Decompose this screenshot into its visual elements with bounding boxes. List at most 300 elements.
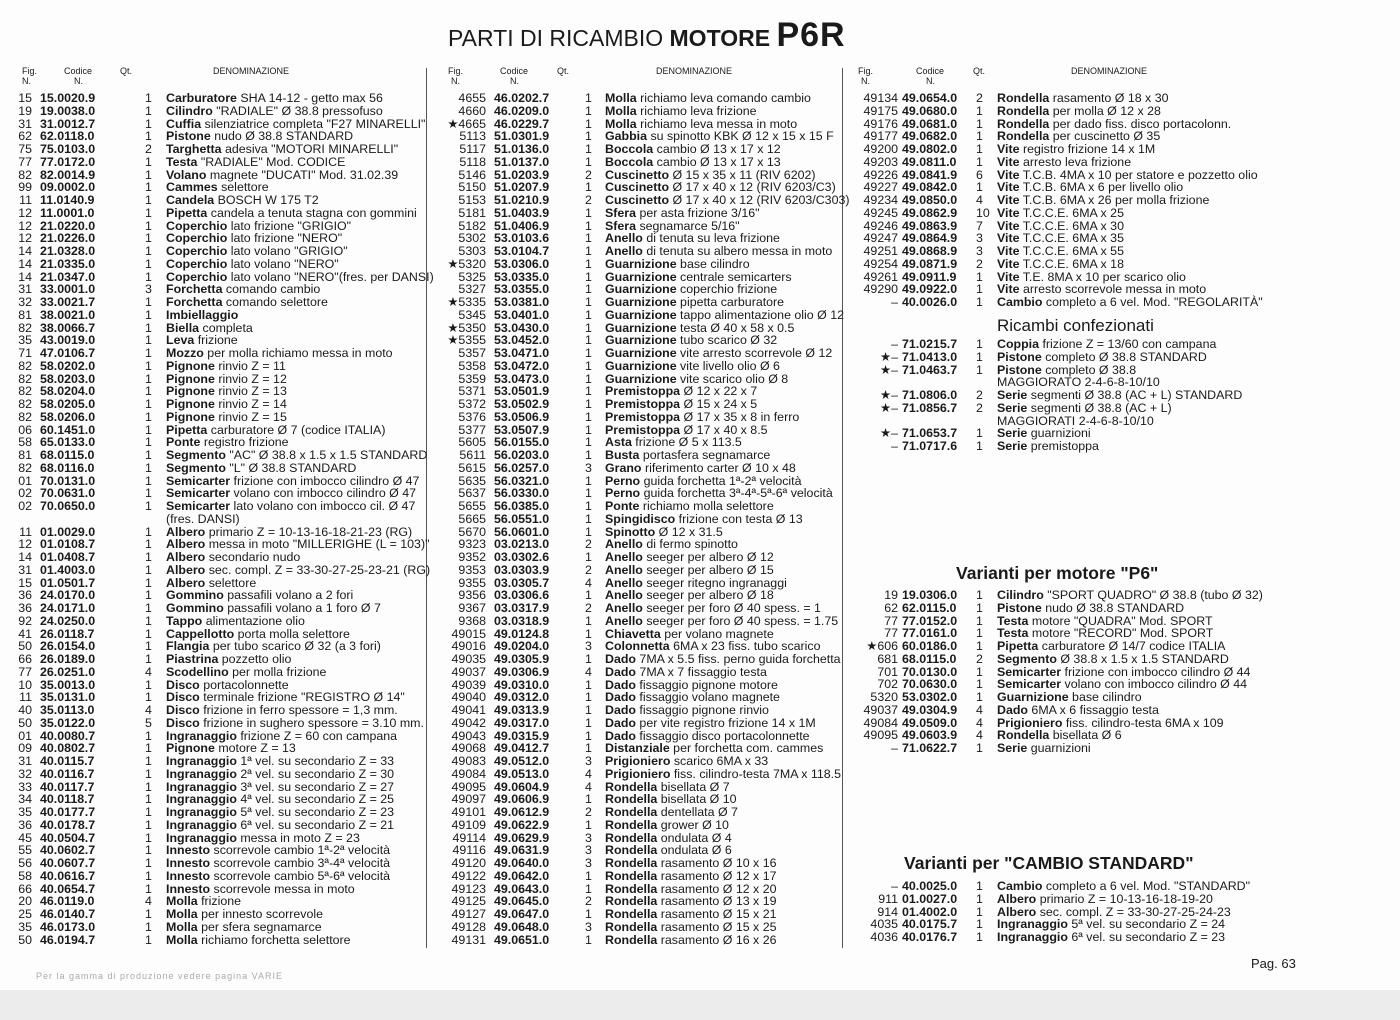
- table-row: [18, 103, 422, 118]
- part-denomination: Volano magnete "DUCATI" Mod. 31.02.39: [166, 167, 399, 182]
- table-row: [842, 245, 1292, 258]
- part-code: 03.0305.7: [494, 575, 550, 590]
- part-code: 40.0026.0: [902, 295, 958, 309]
- quantity: 1: [145, 626, 152, 641]
- quantity: 1: [585, 103, 592, 118]
- varianti-p6-title: Varianti per motore "P6": [956, 563, 1159, 583]
- part-name: Pistone: [997, 349, 1042, 364]
- part-code: 58.0205.0: [40, 397, 96, 411]
- part-denomination: Rondella rasamento Ø 13 x 19: [605, 894, 777, 909]
- quantity: 5: [145, 715, 152, 730]
- parts-list: [432, 91, 850, 947]
- part-code: 40.0654.7: [40, 881, 96, 896]
- part-denomination: Anello seeger ritegno ingranaggi: [605, 575, 787, 590]
- fig-number: 20: [18, 894, 32, 909]
- quantity: 3: [585, 919, 592, 934]
- quantity: 1: [145, 779, 152, 794]
- table-row: [842, 880, 1292, 893]
- part-code: 49.0654.0: [902, 91, 958, 105]
- part-denomination: Vite arresto scorrevole messa in moto: [997, 282, 1207, 297]
- fig-number: 82: [18, 320, 32, 335]
- quantity: 2: [585, 167, 592, 182]
- part-name: Molla: [605, 91, 637, 105]
- part-denomination: Molla richiamo leva messa in moto: [605, 116, 798, 131]
- part-code: 53.0507.9: [494, 422, 550, 437]
- part-name: Prigioniero: [605, 754, 671, 768]
- quantity: 1: [145, 550, 152, 564]
- quantity: 1: [145, 588, 152, 603]
- part-denomination: Rondella per molla Ø 12 x 28: [997, 103, 1161, 118]
- table-row: [842, 105, 1292, 118]
- part-name: Rondella: [605, 868, 658, 883]
- quantity: 1: [976, 180, 983, 195]
- quantity: 1: [585, 358, 592, 373]
- part-code: 46.0119.0: [40, 894, 95, 909]
- quantity: 1: [976, 600, 983, 615]
- parts-list: [842, 92, 1292, 309]
- part-name: Albero: [166, 524, 206, 539]
- part-name: Anello: [605, 562, 643, 577]
- part-code: 71.0856.7: [902, 400, 958, 415]
- part-code: 65.0133.0: [40, 435, 96, 450]
- part-code: 40.0080.7: [40, 728, 96, 743]
- quantity: 1: [976, 103, 983, 118]
- fig-number: 681: [877, 651, 898, 666]
- quantity: 1: [145, 690, 152, 705]
- fig-number: 32: [18, 295, 32, 309]
- part-code: 49.0312.0: [494, 690, 550, 705]
- part-denomination: Vite T.E. 8MA x 10 per scarico olio: [997, 269, 1186, 284]
- quantity: 4: [145, 894, 152, 909]
- part-code: 43.0019.0: [40, 333, 96, 348]
- part-name: Tappo: [166, 613, 203, 628]
- quantity: 4: [585, 766, 592, 781]
- part-name: Ingranaggio: [166, 817, 237, 832]
- fig-number: 5371: [458, 384, 486, 399]
- varianti-cambio-block: [842, 880, 1292, 944]
- part-denomination: Innesto scorrevole cambio 5ª-6ª velocità: [166, 868, 391, 883]
- part-denomination: Coperchio lato frizione "NERO": [166, 231, 343, 246]
- part-name: Piastrina: [166, 652, 219, 666]
- quantity: 1: [976, 295, 983, 309]
- part-denomination: Chiavetta per volano magnete: [605, 626, 774, 641]
- quantity: 1: [145, 817, 152, 832]
- part-denomination: Perno guida forchetta 3ª-4ª-5ª-6ª velocità: [605, 486, 833, 501]
- quantity: 1: [585, 320, 592, 335]
- part-name: Disco: [166, 715, 200, 730]
- quantity: 1: [585, 333, 592, 348]
- quantity: 2: [585, 805, 592, 819]
- part-denomination: Vite T.C.C.E. 6MA x 35: [997, 231, 1124, 246]
- fig-number: 702: [877, 677, 898, 692]
- part-name: Carburatore: [166, 91, 237, 105]
- fig-number: 49109: [451, 817, 486, 832]
- part-code: 58.0204.0: [40, 384, 96, 399]
- part-denomination: Anello seeger per foro Ø 40 spess. = 1.75: [605, 613, 839, 628]
- fig-number: 914: [877, 904, 898, 919]
- part-code: 49.0648.0: [494, 919, 550, 934]
- part-code: 38.0021.0: [40, 307, 96, 322]
- quantity: 1: [145, 728, 152, 743]
- part-code: 53.0306.0: [494, 256, 550, 271]
- fig-number: 49123: [451, 881, 486, 896]
- part-denomination: Cambio completo a 6 vel. Mod. "STANDARD": [997, 879, 1251, 893]
- fig-number: 31: [18, 116, 32, 131]
- quantity: 1: [145, 180, 152, 195]
- table-row: [18, 397, 422, 411]
- part-denomination: Guarnizione centrale semicarters: [605, 269, 792, 284]
- part-denomination: (fres. DANSI): [166, 511, 240, 526]
- part-code: 68.0116.0: [40, 460, 95, 475]
- fig-number: 06: [18, 422, 32, 437]
- quantity: 1: [585, 499, 592, 513]
- part-code: 40.0607.7: [40, 856, 96, 870]
- quantity: 1: [145, 932, 152, 947]
- fig-number: 31: [18, 282, 32, 297]
- part-name: Ingranaggio: [166, 779, 237, 794]
- part-name: Guarnizione: [605, 333, 677, 348]
- quantity: 1: [585, 652, 592, 666]
- header-fig: Fig.: [858, 66, 874, 76]
- part-code: 77.0152.0: [902, 613, 958, 628]
- part-name: Anello: [605, 613, 643, 628]
- fig-number: 77: [18, 154, 32, 169]
- part-denomination: Anello seeger per albero Ø 12: [605, 550, 774, 564]
- part-code: 40.0117.7: [40, 779, 95, 794]
- quantity: 1: [585, 129, 592, 144]
- table-row: [842, 143, 1292, 156]
- part-denomination: Guarnizione pipetta carburatore: [605, 295, 785, 309]
- part-denomination: Premistoppa Ø 17 x 40 x 8.5: [605, 422, 768, 437]
- fig-number: ★5335: [447, 295, 486, 309]
- part-denomination: Coperchio lato volano "NERO": [166, 256, 339, 271]
- part-code: 21.0335.0: [40, 256, 96, 271]
- part-name: Vite: [997, 180, 1020, 195]
- part-name: Molla: [166, 919, 198, 934]
- part-denomination: Pistone completo Ø 38.8: [997, 362, 1137, 377]
- fig-number: 9367: [458, 601, 486, 615]
- part-name: Cuffia: [166, 116, 202, 131]
- part-name: Vite: [997, 154, 1020, 169]
- part-denomination: Molla richiamo leva frizione: [605, 103, 757, 118]
- quantity: 1: [585, 626, 592, 641]
- part-name: Coperchio: [166, 218, 228, 233]
- fig-number: 55: [18, 843, 32, 858]
- quantity: 10: [976, 205, 990, 220]
- column-header: [432, 66, 838, 92]
- part-code: 51.0207.9: [494, 180, 550, 195]
- part-code: 49.0310.0: [494, 677, 550, 692]
- table-row: [18, 91, 422, 105]
- part-denomination: Dado 6MA x 6 fissaggio testa: [997, 702, 1159, 717]
- fig-number: 49015: [451, 626, 486, 641]
- table-row: [18, 856, 422, 870]
- fig-number: 49037: [451, 664, 486, 679]
- part-name: Biella: [166, 320, 200, 335]
- part-denomination: Cappellotto porta molla selettore: [166, 626, 350, 641]
- fig-number: 5302: [458, 231, 486, 246]
- part-denomination: Pistone nudo Ø 38.8 STANDARD: [166, 129, 354, 144]
- part-code: 40.0025.0: [902, 879, 958, 893]
- part-code: 46.0173.0: [40, 919, 96, 934]
- part-name: Forchetta: [166, 282, 223, 297]
- table-row: [18, 664, 422, 679]
- part-code: 47.0106.7: [40, 346, 96, 360]
- quantity: 3: [976, 244, 983, 258]
- part-denomination: Gommino passafili volano a 2 fori: [166, 588, 354, 603]
- part-name: Albero: [997, 904, 1037, 919]
- part-name: Anello: [605, 575, 643, 590]
- part-name: Targhetta: [166, 142, 222, 156]
- part-denomination: Rondella ondulata Ø 6: [605, 843, 732, 858]
- fig-number: 01: [18, 728, 32, 743]
- quantity: 1: [585, 307, 592, 322]
- quantity: 1: [145, 358, 152, 373]
- part-code: 71.0413.0: [902, 349, 958, 364]
- part-code: 01.0501.7: [40, 575, 96, 590]
- part-code: 31.0012.7: [40, 116, 96, 131]
- fig-number: 49068: [451, 741, 486, 756]
- fig-number: 36: [18, 817, 32, 832]
- part-code: 49.0640.0: [494, 856, 550, 870]
- fig-number: ★606: [866, 639, 898, 653]
- fig-number: 5325: [458, 269, 486, 284]
- part-code: 51.0137.0: [494, 154, 550, 169]
- part-name: Guarnizione: [997, 690, 1069, 704]
- header-code: Codice: [916, 66, 945, 76]
- part-name: Segmento: [997, 651, 1057, 666]
- footer-note: Per la gamma di produzione vedere pagina VARIE: [36, 971, 283, 981]
- part-name: Disco: [166, 690, 200, 705]
- part-denomination: Semicarter volano con imbocco cilindro Ø 47: [166, 486, 417, 501]
- part-name: Dado: [605, 703, 636, 717]
- quantity: 1: [585, 154, 592, 169]
- part-name: Anello: [605, 244, 643, 258]
- part-code: 49.0868.9: [902, 244, 958, 258]
- fig-number: 5345: [458, 307, 486, 322]
- part-code: 33.0021.7: [40, 295, 96, 309]
- quantity: 1: [145, 856, 152, 870]
- quantity: 1: [145, 320, 152, 335]
- ricambi-list: [842, 338, 1292, 453]
- quantity: 1: [585, 677, 592, 692]
- part-code: 53.0506.9: [494, 409, 550, 424]
- quantity: 1: [145, 639, 152, 654]
- table-row: [19, 193, 422, 207]
- quantity: 1: [976, 904, 983, 919]
- part-name: Vite: [997, 167, 1020, 182]
- part-name: Dado: [605, 677, 636, 692]
- part-code: 40.0118.7: [40, 792, 95, 807]
- part-code: 53.0104.7: [494, 244, 550, 258]
- quantity: 2: [976, 91, 983, 105]
- table-row: [842, 296, 1292, 309]
- part-code: 53.0401.0: [494, 307, 550, 322]
- part-code: 71.0622.7: [902, 741, 958, 755]
- part-denomination: Dado fissaggio volano magnete: [605, 690, 780, 705]
- part-name: Albero: [997, 891, 1037, 906]
- part-denomination: Rondella bisellata Ø 6: [997, 728, 1122, 743]
- part-denomination: Ingranaggio frizione Z = 60 con campana: [166, 728, 398, 743]
- part-name: Segmento: [166, 460, 226, 475]
- part-denomination: Cammes selettore: [166, 180, 269, 195]
- part-code: 49.0841.9: [902, 167, 958, 182]
- part-denomination: Rondella rasamento Ø 18 x 30: [997, 91, 1169, 105]
- part-code: 56.0203.0: [494, 448, 550, 462]
- part-code: 49.0306.9: [494, 664, 550, 679]
- quantity: 1: [976, 626, 983, 641]
- part-denomination: Molla per innesto scorrevole: [166, 907, 324, 921]
- fig-number: –: [891, 337, 898, 351]
- fig-number: 49116: [452, 843, 486, 858]
- part-denomination: Disco terminale frizione "REGISTRO Ø 14": [166, 690, 405, 705]
- part-denomination: Dado fissaggio pignone rinvio: [605, 703, 769, 717]
- part-denomination: Testa "RADIALE" Mod. CODICE: [166, 154, 346, 169]
- part-name: Pignone: [166, 409, 215, 424]
- quantity: 1: [585, 613, 592, 628]
- part-name: Testa: [166, 154, 198, 169]
- part-name: Spingidisco: [605, 511, 676, 526]
- part-name: Guarnizione: [605, 256, 677, 271]
- part-name: Ingranaggio: [166, 805, 237, 819]
- quantity: 1: [585, 282, 592, 297]
- part-denomination: Anello seeger per albero Ø 18: [605, 588, 774, 603]
- table-row: [18, 703, 422, 717]
- part-name: Cilindro: [166, 103, 213, 118]
- part-denomination: Grano riferimento carter Ø 10 x 48: [605, 460, 796, 475]
- part-code: 58.0203.0: [40, 371, 96, 386]
- part-code: 49.0651.0: [494, 932, 550, 947]
- quantity: 1: [585, 690, 592, 705]
- part-code: 49.0509.0: [902, 715, 958, 730]
- part-code: 40.0176.7: [902, 930, 958, 944]
- part-name: Rondella: [605, 805, 658, 819]
- quantity: 1: [976, 664, 983, 679]
- quantity: 3: [585, 856, 592, 870]
- scan-edge: [0, 990, 1400, 1020]
- fig-number: 49083: [451, 754, 486, 768]
- fig-number: –: [891, 439, 898, 453]
- fig-number: 14: [18, 244, 32, 258]
- quantity: 1: [976, 690, 983, 704]
- fig-number: 11: [19, 193, 32, 207]
- quantity: 1: [585, 728, 592, 743]
- part-name: Rondella: [605, 894, 658, 909]
- part-name: Albero: [166, 575, 206, 590]
- fig-number: 11: [19, 690, 32, 705]
- quantity: 1: [145, 218, 152, 233]
- quantity: 1: [145, 409, 152, 424]
- part-name: Ponte: [605, 499, 640, 513]
- part-code: 51.0136.0: [494, 142, 550, 156]
- part-code: 49.0862.9: [902, 205, 958, 220]
- part-denomination: Cilindro "SPORT QUADRO" Ø 38.8 (tubo Ø 32): [997, 588, 1263, 602]
- part-code: 26.0189.0: [40, 652, 96, 666]
- fig-number: 50: [18, 715, 32, 730]
- quantity: 1: [585, 817, 592, 832]
- part-name: Gommino: [166, 588, 224, 603]
- part-denomination: Pipetta candela a tenuta stagna con gommini: [166, 205, 417, 220]
- part-code: 49.0604.9: [494, 779, 550, 794]
- part-denomination: Coperchio lato volano "GRIGIO": [166, 244, 348, 258]
- quantity: 1: [585, 550, 592, 564]
- part-name: Cuscinetto: [605, 193, 670, 207]
- quantity: 1: [145, 830, 152, 845]
- quantity: 1: [585, 409, 592, 424]
- part-code: 49.0864.9: [902, 231, 958, 246]
- part-denomination: Vite T.C.C.E. 6MA x 18: [997, 256, 1124, 271]
- table-row: [842, 589, 1292, 602]
- part-denomination: Ingranaggio 5ª vel. su secondario Z = 24: [997, 917, 1226, 932]
- part-code: 46.0140.7: [40, 907, 96, 921]
- quantity: 1: [145, 269, 152, 284]
- part-name: Guarnizione: [605, 371, 677, 386]
- fig-number: 5181: [458, 205, 486, 220]
- part-name: Rondella: [997, 116, 1050, 131]
- quantity: 2: [976, 400, 983, 415]
- part-code: 49.0922.0: [902, 282, 958, 297]
- part-denomination: Tappo alimentazione olio: [166, 613, 305, 628]
- part-name: Ingranaggio: [997, 930, 1068, 944]
- fig-number: 9353: [458, 562, 486, 577]
- part-code: 56.0330.0: [494, 486, 550, 501]
- table-row: [842, 742, 1292, 755]
- fig-number: 11: [19, 524, 32, 539]
- fig-number: 36: [18, 601, 32, 615]
- part-denomination: Testa motore "QUADRA" Mod. SPORT: [997, 613, 1213, 628]
- part-name: Pipetta: [166, 422, 208, 437]
- part-denomination: Disco frizione in ferro spessore = 1,3 mm.: [166, 703, 398, 717]
- quantity: 1: [145, 244, 152, 258]
- part-code: 35.0131.0: [40, 690, 96, 705]
- quantity: 2: [145, 142, 152, 156]
- fig-number: 4036: [870, 930, 898, 944]
- title-prefix: PARTI DI RICAMBIO: [448, 25, 664, 51]
- part-denomination: Testa motore "RECORD" Mod. SPORT: [997, 626, 1214, 641]
- part-denomination: Pipetta carburatore Ø 7 (codice ITALIA): [166, 422, 386, 437]
- part-code: 56.0155.0: [494, 435, 550, 450]
- quantity: 1: [585, 269, 592, 284]
- fig-number: 49200: [863, 142, 898, 156]
- part-denomination: Semicarter frizione con imbocco cilindro Ø 47: [166, 473, 420, 488]
- part-name: Anello: [605, 537, 643, 552]
- fig-number: 5357: [458, 346, 486, 360]
- header-code: Codice: [64, 66, 93, 76]
- part-name: Rondella: [605, 843, 658, 858]
- part-name: Dado: [997, 702, 1028, 717]
- part-denomination: Cuscinetto Ø 17 x 40 x 12 (RIV 6203/C303): [605, 193, 850, 207]
- fig-number: 911: [878, 891, 898, 906]
- quantity: 4: [976, 715, 983, 730]
- part-name: Disco: [166, 703, 200, 717]
- part-code: 03.0213.0: [494, 537, 550, 552]
- part-name: Chiavetta: [605, 626, 661, 641]
- fig-number: 40: [18, 703, 32, 717]
- part-denomination: Prigioniero fiss. cilindro-testa 6MA x 109: [997, 715, 1224, 730]
- part-code: 40.0175.7: [902, 917, 958, 932]
- part-name: Rondella: [605, 881, 658, 896]
- quantity: 1: [145, 601, 152, 615]
- table-row: [842, 691, 1292, 704]
- part-code: 62.0118.0: [40, 129, 95, 144]
- part-denomination: Serie segmenti Ø 38.8 (AC + L) STANDARD: [997, 388, 1243, 402]
- part-name: Vite: [997, 205, 1020, 220]
- part-code: 21.0220.0: [40, 218, 96, 233]
- part-code: 49.0802.0: [902, 142, 958, 156]
- quantity: 1: [585, 371, 592, 386]
- part-name: Colonnetta: [605, 639, 670, 654]
- fig-number: 77: [884, 613, 898, 628]
